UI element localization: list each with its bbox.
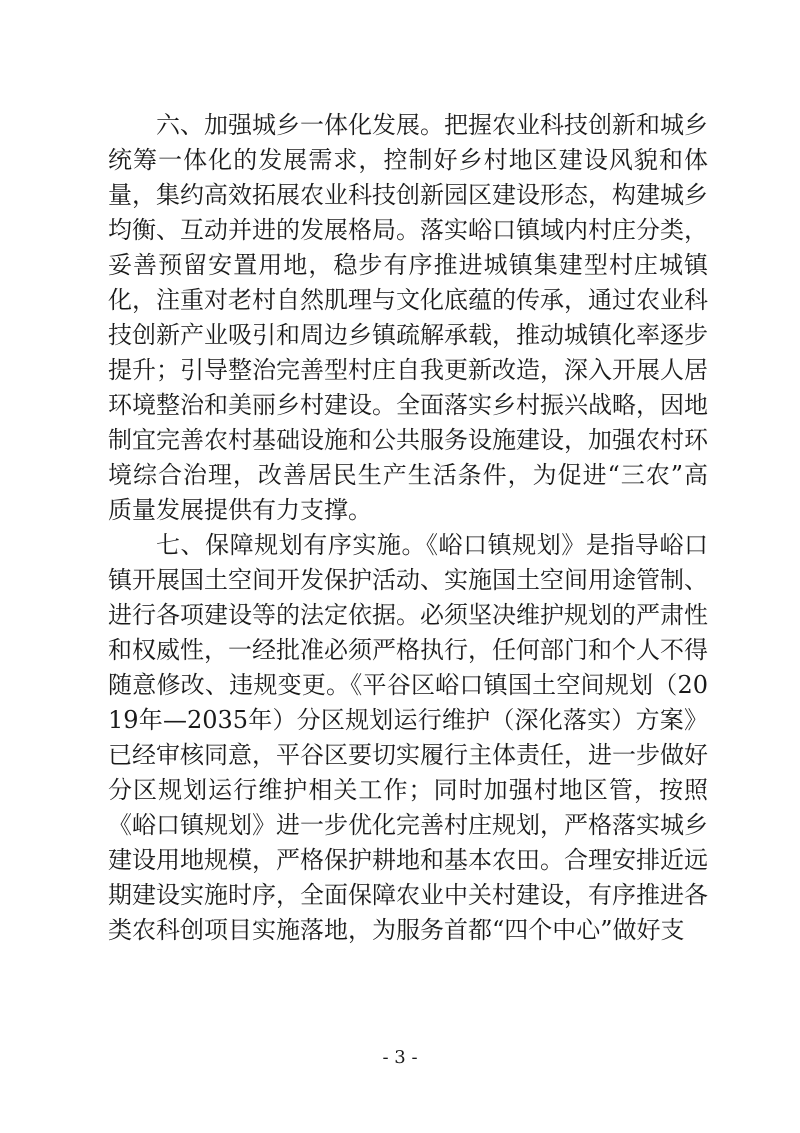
paragraph-six: 六、加强城乡一体化发展。把握农业科技创新和城乡统筹一体化的发展需求，控制好乡村地区建设风貌和体量，集约高效拓展农业科技创新园区建设形态，构建城乡均衡、互动并进的发展格局。落实峪口镇域内村庄分类，妥善预留安置用地，稳步有序推进城镇集建型村庄城镇化，注重对老村自然肌理与文化底蕴的传承，通过农业科技创新产业吸引和周边乡镇疏解承载，推动城镇化率逐步提升；引导整治完善型村庄自我更新改造，深入开展人居环境整治和美丽乡村建设。全面落实乡村振兴战略，因地制宜完善农村基础设施和公共服务设施建设，加强农村环境综合治理，改善居民生产生活条件，为促进“三农”高质量发展提供有力支撑。: [108, 111, 708, 524]
body-text: [108, 108, 708, 948]
paragraph-seven: 七、保障规划有序实施。《峪口镇规划》是指导峪口镇开展国土空间开发保护活动、实施国土空间用途管制、进行各项建设等的法定依据。必须坚决维护规划的严肃性和权威性，一经批准必须严格执行，任何部门和个人不得随意修改、违规变更。《平谷区峪口镇国土空间规划（2019年—2035年）分区规划运行维护（深化落实）方案》已经审核同意，平谷区要切实履行主体责任，进一步做好分区规划运行维护相关工作；同时加强村地区管，按照《峪口镇规划》进一步优化完善村庄规划，严格落实城乡建设用地规模，严格保护耕地和基本农田。合理安排近远期建设实施时序，全面保障农业中关村建设，有序推进各类农科创项目实施落地，为服务首都“四个中心”做好支: [108, 531, 708, 944]
page-number: - 3 -: [382, 1047, 418, 1068]
